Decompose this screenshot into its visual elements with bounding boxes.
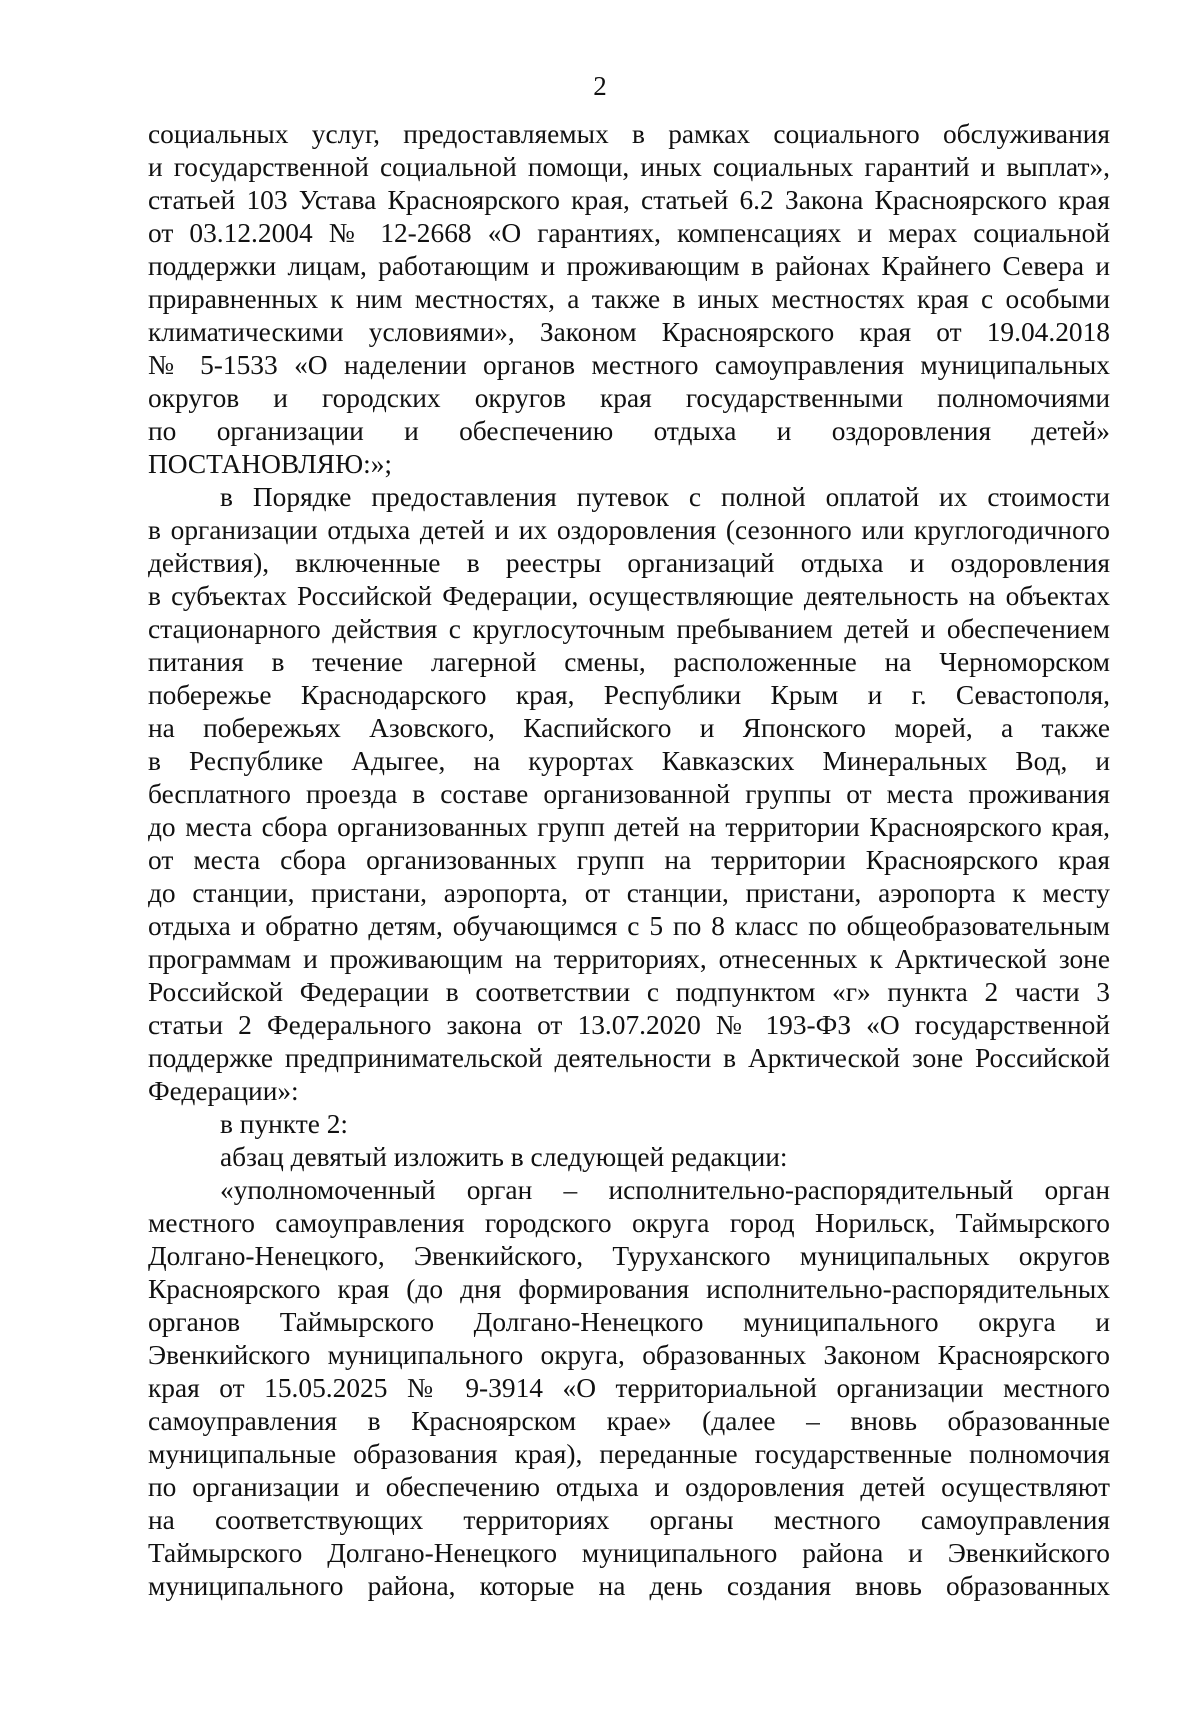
- text-line: в организации отдыха детей и их оздоровления (сезонного или круглогодичного: [148, 515, 1110, 545]
- text-line: от 03.12.2004 № 12-2668 «О гарантиях, компенсациях и мерах социальной: [148, 218, 1110, 248]
- text-line: в Республике Адыгее, на курортах Кавказских Минеральных Вод, и: [148, 746, 1110, 776]
- text-line: в субъектах Российской Федерации, осуществляющие деятельность на объектах: [148, 581, 1110, 611]
- text-line: местного самоуправления городского округа город Норильск, Таймырского: [148, 1208, 1110, 1238]
- text-line: до места сбора организованных групп детей на территории Красноярского края,: [148, 812, 1110, 842]
- text-line: отдыха и обратно детям, обучающимся с 5 по 8 класс по общеобразовательным: [148, 911, 1110, 941]
- text-line: питания в течение лагерной смены, расположенные на Черноморском: [148, 647, 1110, 677]
- paragraph-3: [148, 1108, 1110, 1141]
- paragraph-5: [148, 1174, 1110, 1603]
- paragraph-2: [148, 481, 1110, 1108]
- text-line: социальных услуг, предоставляемых в рамках социального обслуживания: [148, 119, 1110, 149]
- text-line: абзац девятый изложить в следующей редакции:: [220, 1142, 788, 1172]
- text-line: органов Таймырского Долгано-Ненецкого муниципального округа и: [148, 1307, 1110, 1337]
- text-line: от места сбора организованных групп на территории Красноярского края: [148, 845, 1110, 875]
- text-line: в Порядке предоставления путевок с полной оплатой их стоимости: [220, 482, 1110, 512]
- text-line: на соответствующих территориях органы местного самоуправления: [148, 1505, 1110, 1535]
- text-line: «уполномоченный орган – исполнительно-распорядительный орган: [220, 1175, 1110, 1205]
- text-line: ПОСТАНОВЛЯЮ:»;: [148, 449, 393, 479]
- text-line: до станции, пристани, аэропорта, от станции, пристани, аэропорта к месту: [148, 878, 1110, 908]
- text-line: статьей 103 Устава Красноярского края, статьей 6.2 Закона Красноярского края: [148, 185, 1110, 215]
- text-line: муниципальные образования края), переданные государственные полномочия: [148, 1439, 1110, 1469]
- text-line: Эвенкийского муниципального округа, образованных Законом Красноярского: [148, 1340, 1110, 1370]
- text-line: Красноярского края (до дня формирования исполнительно-распорядительных: [148, 1274, 1110, 1304]
- text-line: статьи 2 Федерального закона от 13.07.2020 № 193-ФЗ «О государственной: [148, 1010, 1110, 1040]
- paragraph-1: [148, 118, 1110, 481]
- text-line: приравненных к ним местностях, а также в иных местностях края с особыми: [148, 284, 1110, 314]
- text-line: программам и проживающим на территориях, отнесенных к Арктической зоне: [148, 944, 1110, 974]
- text-line: самоуправления в Красноярском крае» (далее – вновь образованные: [148, 1406, 1110, 1436]
- text-line: побережье Краснодарского края, Республики Крым и г. Севастополя,: [148, 680, 1110, 710]
- text-line: Российской Федерации в соответствии с подпунктом «г» пункта 2 части 3: [148, 977, 1110, 1007]
- text-line: бесплатного проезда в составе организованной группы от места проживания: [148, 779, 1110, 809]
- text-line: Таймырского Долгано-Ненецкого муниципального района и Эвенкийского: [148, 1538, 1110, 1568]
- page-number: 2: [593, 71, 607, 101]
- text-line: края от 15.05.2025 № 9-3914 «О территориальной организации местного: [148, 1373, 1110, 1403]
- document-body: [148, 118, 1110, 1603]
- text-line: муниципального района, которые на день создания вновь образованных: [148, 1571, 1110, 1601]
- text-line: по организации и обеспечению отдыха и оздоровления детей осуществляют: [148, 1472, 1110, 1502]
- text-line: округов и городских округов края государственными полномочиями: [148, 383, 1110, 413]
- text-line: и государственной социальной помощи, иных социальных гарантий и выплат»,: [148, 152, 1110, 182]
- text-line: Федерации»:: [148, 1076, 299, 1106]
- text-line: по организации и обеспечению отдыха и оздоровления детей»: [148, 416, 1110, 446]
- text-line: на побережьях Азовского, Каспийского и Японского морей, а также: [148, 713, 1110, 743]
- text-line: поддержки лицам, работающим и проживающим в районах Крайнего Севера и: [148, 251, 1110, 281]
- text-line: Долгано-Ненецкого, Эвенкийского, Туруханского муниципальных округов: [148, 1241, 1110, 1271]
- text-line: стационарного действия с круглосуточным пребыванием детей и обеспечением: [148, 614, 1110, 644]
- paragraph-4: [148, 1141, 1110, 1174]
- text-line: № 5-1533 «О наделении органов местного самоуправления муниципальных: [148, 350, 1110, 380]
- text-line: в пункте 2:: [220, 1109, 349, 1139]
- text-line: климатическими условиями», Законом Красноярского края от 19.04.2018: [148, 317, 1110, 347]
- text-line: действия), включенные в реестры организаций отдыха и оздоровления: [148, 548, 1110, 578]
- text-line: поддержке предпринимательской деятельности в Арктической зоне Российской: [148, 1043, 1110, 1073]
